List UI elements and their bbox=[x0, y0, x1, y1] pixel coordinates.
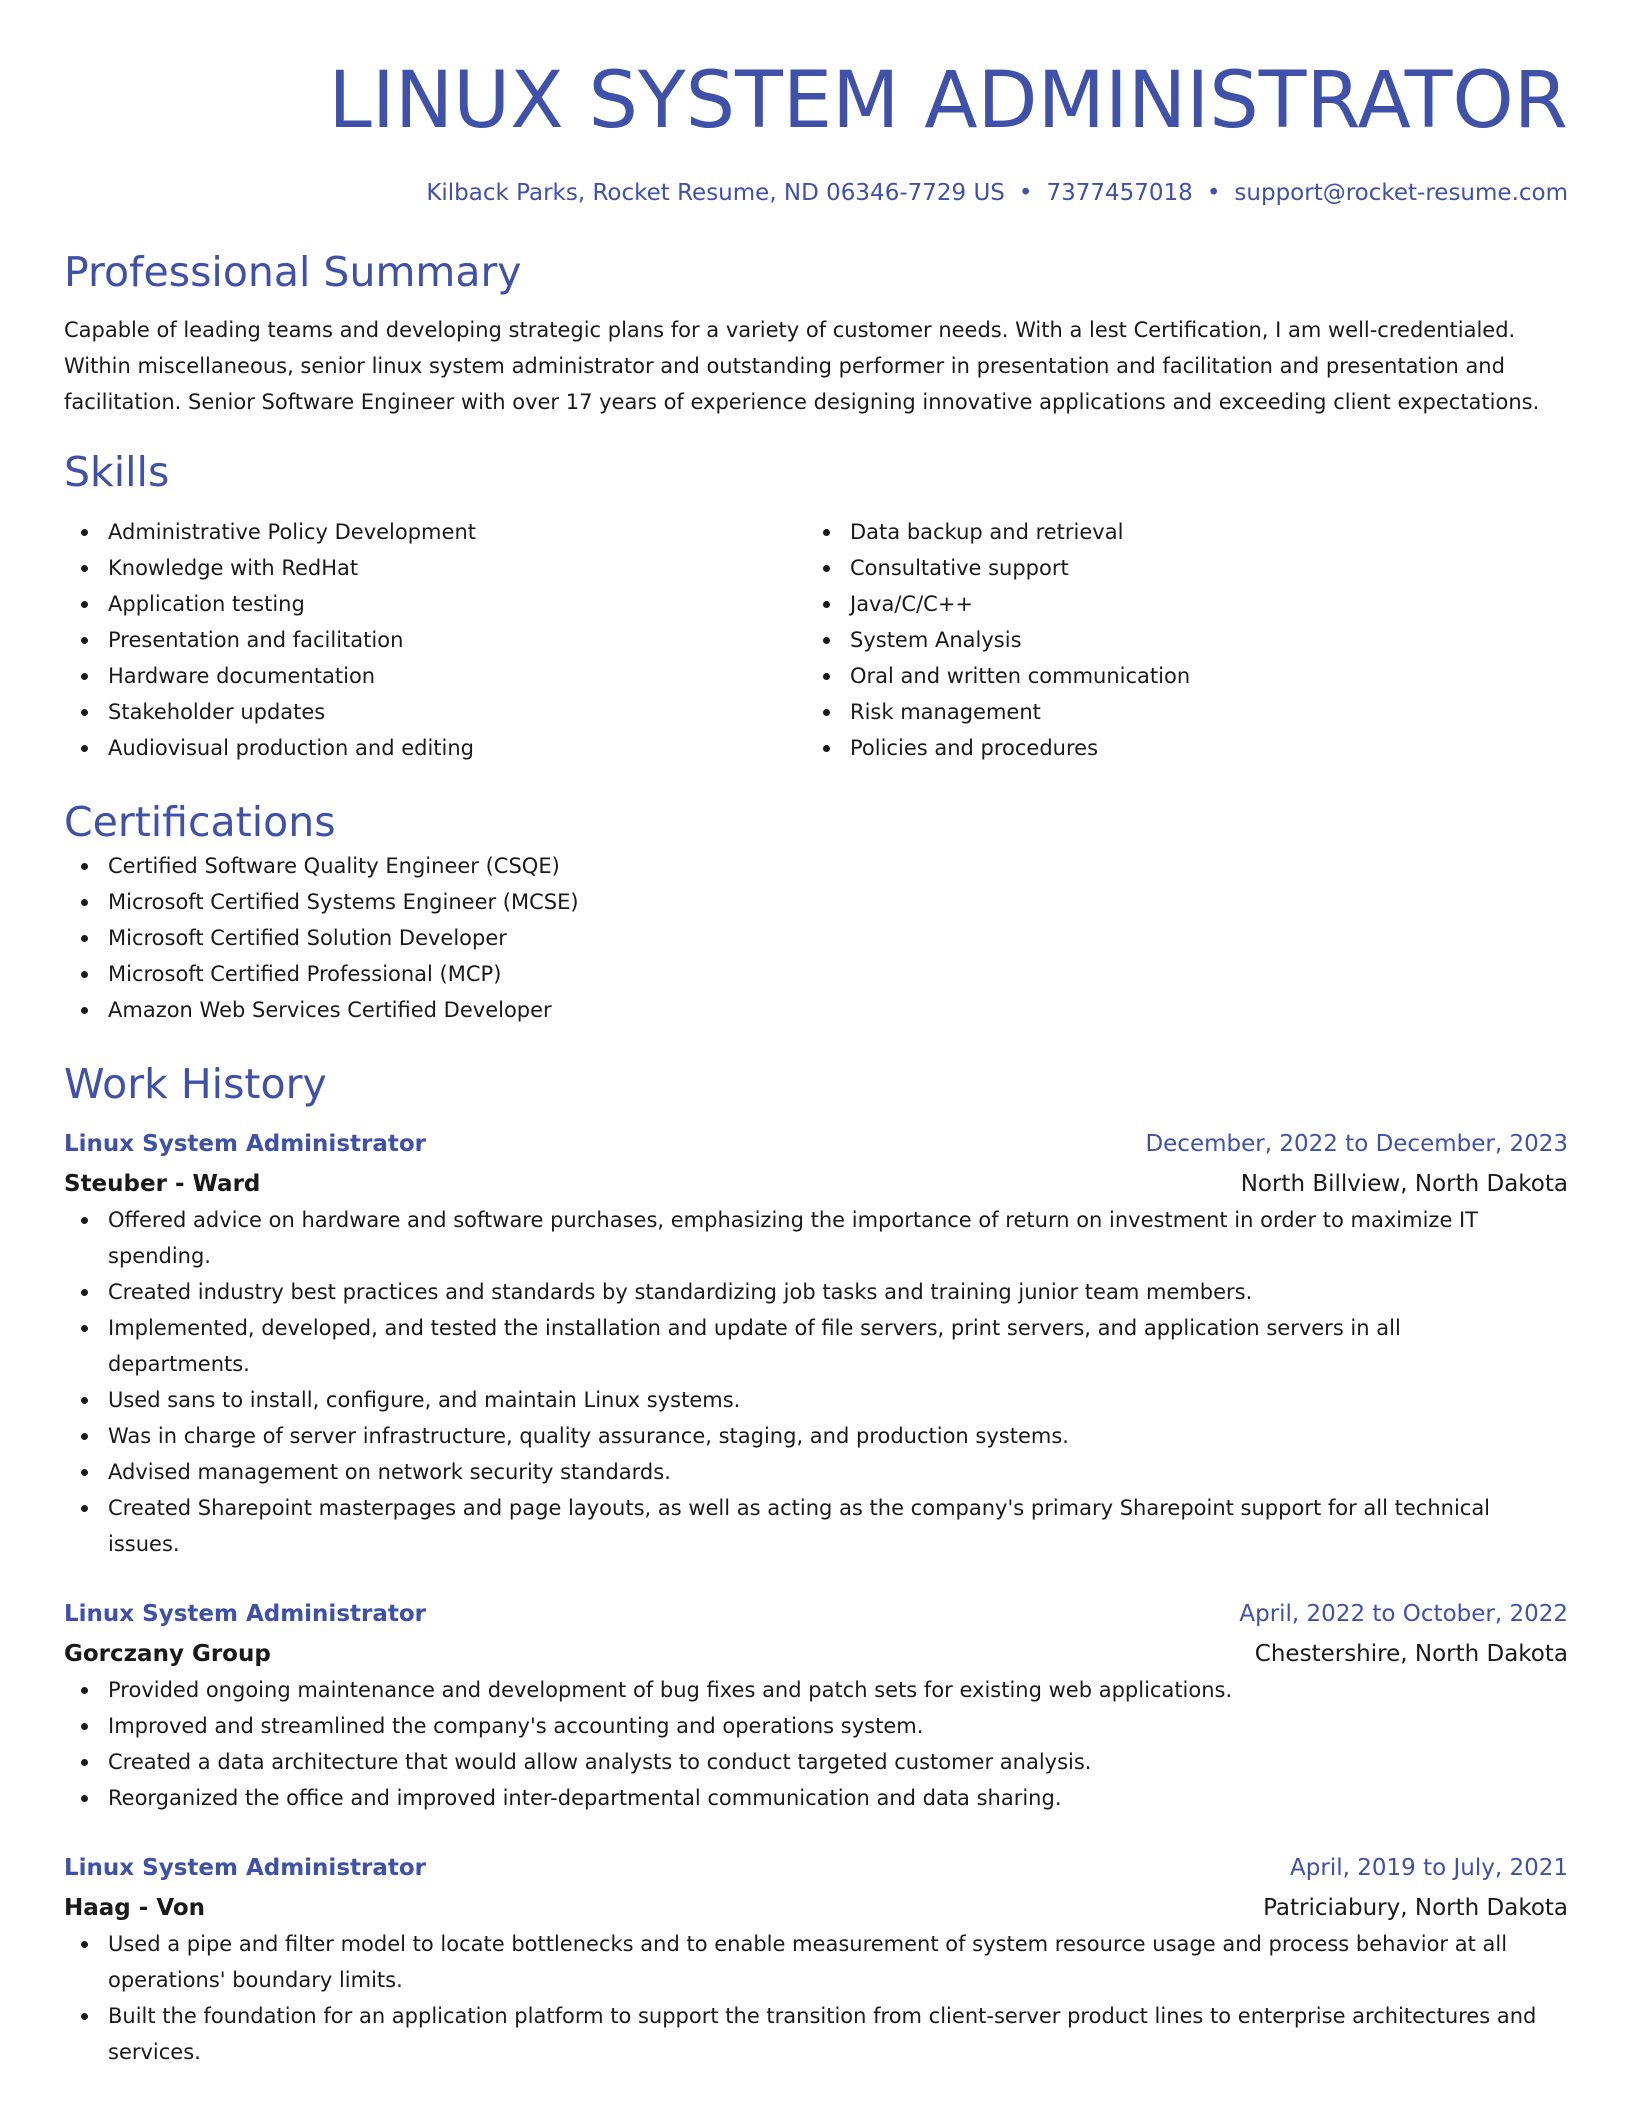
skill-item: Application testing bbox=[64, 586, 806, 622]
job-company: Haag - Von bbox=[64, 1895, 206, 1921]
job-bullet: Used a pipe and filter model to locate bottlenecks and to enable measurement of system resource usage and process behavior at all operations' boundary limits. bbox=[64, 1926, 1568, 1998]
summary-heading: Professional Summary bbox=[64, 248, 522, 296]
skill-item: Consultative support bbox=[806, 550, 1548, 586]
job-dates: April, 2022 to October, 2022 bbox=[1239, 1601, 1568, 1627]
contact-phone: 7377457018 bbox=[1046, 180, 1193, 206]
job-header bbox=[64, 1850, 1568, 1886]
certification-item: Microsoft Certified Solution Developer bbox=[64, 920, 1568, 956]
job-bullet-list bbox=[64, 1926, 1568, 2070]
contact-separator: • bbox=[1018, 180, 1033, 206]
contact-separator: • bbox=[1206, 180, 1221, 206]
work-history-heading: Work History bbox=[64, 1060, 327, 1108]
job-entry bbox=[64, 1850, 1568, 2070]
contact-email: support@rocket-resume.com bbox=[1234, 180, 1568, 206]
job-header bbox=[64, 1126, 1568, 1162]
certification-item: Certified Software Quality Engineer (CSQE) bbox=[64, 848, 1568, 884]
job-dates: April, 2019 to July, 2021 bbox=[1290, 1855, 1568, 1881]
job-subheader bbox=[64, 1636, 1568, 1672]
job-bullet: Created industry best practices and standards by standardizing job tasks and training junior team members. bbox=[64, 1274, 1568, 1310]
certification-item: Amazon Web Services Certified Developer bbox=[64, 992, 1568, 1028]
contact-address: Kilback Parks, Rocket Resume, ND 06346-7729 US bbox=[426, 180, 1005, 206]
skill-item: Administrative Policy Development bbox=[64, 514, 806, 550]
job-location: North Billview, North Dakota bbox=[1240, 1171, 1568, 1197]
job-bullet: Reorganized the office and improved inter-departmental communication and data sharing. bbox=[64, 1780, 1568, 1816]
skills-grid bbox=[64, 514, 1568, 766]
job-entry bbox=[64, 1126, 1568, 1562]
skills-column-left bbox=[64, 514, 806, 766]
skill-item: Presentation and facilitation bbox=[64, 622, 806, 658]
certification-item: Microsoft Certified Systems Engineer (MCSE) bbox=[64, 884, 1568, 920]
job-bullet: Was in charge of server infrastructure, quality assurance, staging, and production systems. bbox=[64, 1418, 1568, 1454]
job-dates: December, 2022 to December, 2023 bbox=[1145, 1131, 1568, 1157]
skill-item: Policies and procedures bbox=[806, 730, 1548, 766]
job-bullet: Created Sharepoint masterpages and page layouts, as well as acting as the company's primary Sharepoint support for all technical issues. bbox=[64, 1490, 1568, 1562]
job-bullet: Offered advice on hardware and software purchases, emphasizing the importance of return on investment in order to maximize IT spending. bbox=[64, 1202, 1568, 1274]
certification-item: Microsoft Certified Professional (MCP) bbox=[64, 956, 1568, 992]
skills-list-right bbox=[806, 514, 1548, 766]
job-entry bbox=[64, 1596, 1568, 1816]
job-bullet: Created a data architecture that would allow analysts to conduct targeted customer analysis. bbox=[64, 1744, 1568, 1780]
job-bullet-list bbox=[64, 1672, 1568, 1816]
job-role: Linux System Administrator bbox=[64, 1601, 427, 1627]
certifications-heading: Certifications bbox=[64, 798, 336, 846]
skills-heading: Skills bbox=[64, 448, 170, 496]
skill-item: Stakeholder updates bbox=[64, 694, 806, 730]
job-bullet: Built the foundation for an application platform to support the transition from client-server product lines to enterprise architectures and services. bbox=[64, 1998, 1568, 2070]
skill-item: System Analysis bbox=[806, 622, 1548, 658]
job-role: Linux System Administrator bbox=[64, 1855, 427, 1881]
skill-item: Oral and written communication bbox=[806, 658, 1548, 694]
job-role: Linux System Administrator bbox=[64, 1131, 427, 1157]
skill-item: Risk management bbox=[806, 694, 1548, 730]
skill-item: Hardware documentation bbox=[64, 658, 806, 694]
job-bullet: Improved and streamlined the company's accounting and operations system. bbox=[64, 1708, 1568, 1744]
job-location: Patriciabury, North Dakota bbox=[1263, 1895, 1568, 1921]
job-subheader bbox=[64, 1166, 1568, 1202]
skill-item: Audiovisual production and editing bbox=[64, 730, 806, 766]
job-bullet: Advised management on network security standards. bbox=[64, 1454, 1568, 1490]
job-company: Steuber - Ward bbox=[64, 1171, 261, 1197]
contact-line bbox=[64, 178, 1568, 208]
skills-column-right bbox=[806, 514, 1548, 766]
job-company: Gorczany Group bbox=[64, 1641, 271, 1667]
resume-title: LINUX SYSTEM ADMINISTRATOR bbox=[328, 56, 1568, 146]
job-bullet: Provided ongoing maintenance and development of bug fixes and patch sets for existing web applications. bbox=[64, 1672, 1568, 1708]
job-bullet: Used sans to install, configure, and maintain Linux systems. bbox=[64, 1382, 1568, 1418]
skill-item: Knowledge with RedHat bbox=[64, 550, 806, 586]
certifications-list bbox=[64, 848, 1568, 1028]
skill-item: Java/C/C++ bbox=[806, 586, 1548, 622]
job-header bbox=[64, 1596, 1568, 1632]
job-subheader bbox=[64, 1890, 1568, 1926]
job-bullet: Implemented, developed, and tested the installation and update of file servers, print servers, and application servers in all departments. bbox=[64, 1310, 1568, 1382]
skills-list-left bbox=[64, 514, 806, 766]
summary-text: Capable of leading teams and developing strategic plans for a variety of customer needs. With a lest Certification, I am well-credentialed. Within miscellaneous, senior linux system administrator and outstanding performer in presentation and facilitation and presentation and facilitation. Senior Software Engineer with over 17 years of experience designing innovative applications and exceeding client expectations. bbox=[64, 318, 1540, 414]
job-bullet-list bbox=[64, 1202, 1568, 1562]
job-location: Chestershire, North Dakota bbox=[1254, 1641, 1568, 1667]
skill-item: Data backup and retrieval bbox=[806, 514, 1548, 550]
